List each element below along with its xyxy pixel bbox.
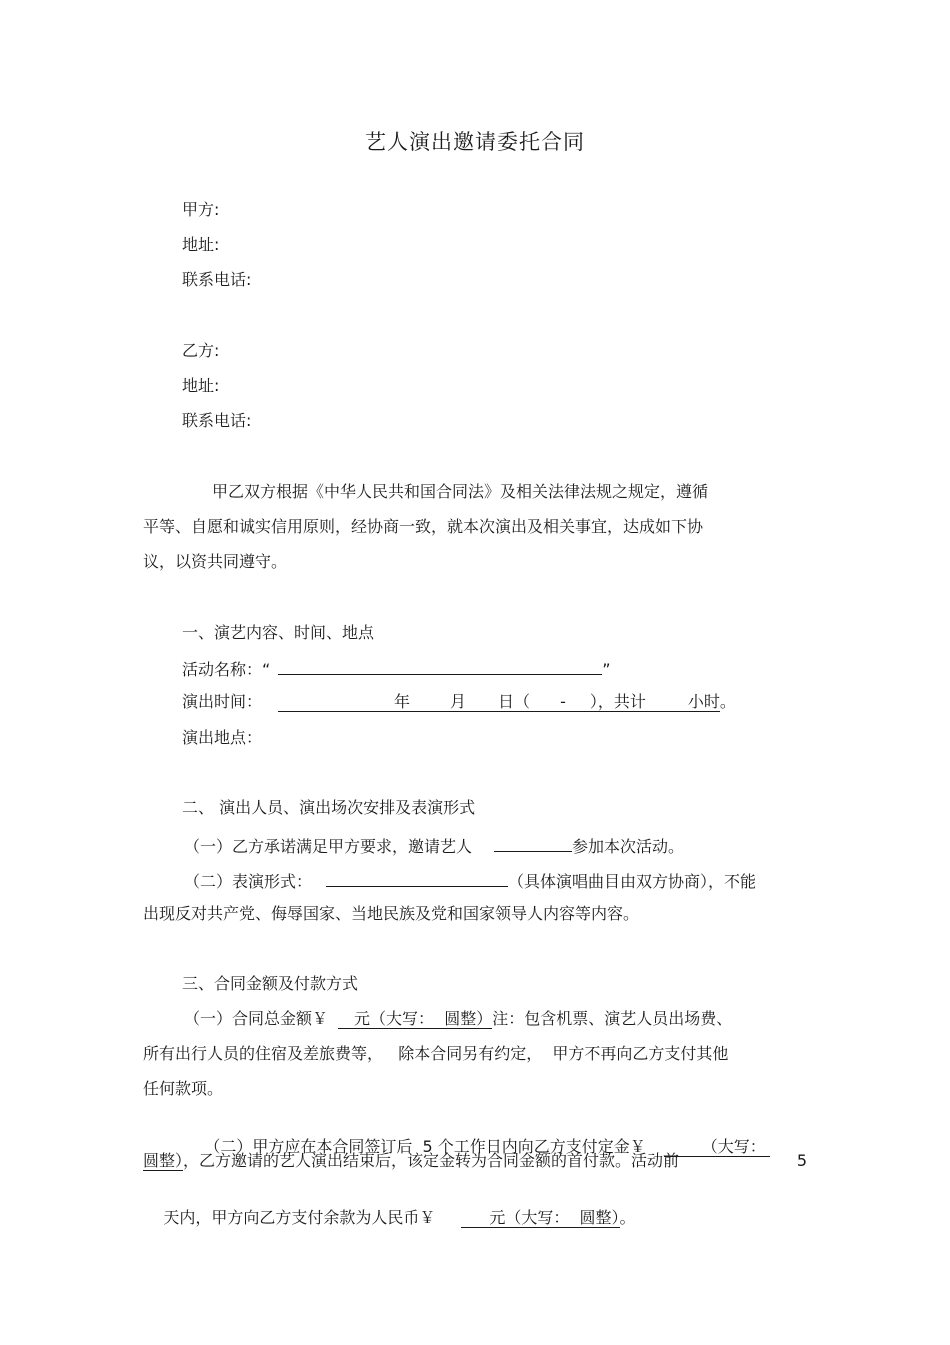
deposit-amount-blank: （大写：: [664, 1137, 770, 1157]
performance-form-blank: [326, 868, 508, 887]
performance-time-row: 演出时间： 年 月 日（ - ），共计 小时。: [182, 692, 736, 711]
activity-name-label: 活动名称：“: [182, 660, 271, 679]
party-a-label: 甲方:: [182, 200, 220, 219]
performance-time-blank: 年 月 日（ - ），共计 小时: [278, 692, 720, 712]
activity-name-blank: [278, 656, 602, 675]
section-3-item-1: （一）合同总金额￥ 元（大写： 圆整）注：包含机票、演艺人员出场费、: [184, 1009, 733, 1028]
preamble-line-1: 甲乙双方根据《中华人民共和国合同法》及相关法律法规之规定，遵循: [212, 482, 709, 501]
document-title: 艺人演出邀请委托合同: [365, 130, 585, 154]
party-a-address-label: 地址:: [182, 235, 220, 254]
section-3-item-2: （二）甲方应在本合同签订后 5 个工作日内向乙方支付定金￥ （大写：: [184, 1114, 770, 1180]
preamble-line-3: 议，以资共同遵守。: [143, 552, 288, 571]
activity-name-close-quote: ”: [602, 660, 611, 679]
balance-amount-blank: 元（大写： 圆整）: [461, 1208, 619, 1228]
party-b-label: 乙方:: [182, 341, 220, 360]
section-3-item-1-end: 任何款项。: [143, 1079, 224, 1098]
party-a-phone-label: 联系电话:: [182, 270, 252, 289]
artist-name-blank: [494, 833, 572, 852]
section-2-item-1: （一）乙方承诺满足甲方要求，邀请艺人 参加本次活动。: [184, 833, 684, 858]
section-2-heading: 二、 演出人员、演出场次安排及表演形式: [182, 798, 476, 817]
section-3-item-2-end: 天内，甲方向乙方支付余款为人民币￥ 元（大写： 圆整）。: [163, 1208, 636, 1227]
activity-name-row: [182, 656, 611, 681]
section-1-heading: 一、演艺内容、时间、地点: [182, 623, 375, 642]
total-amount-blank: 元（大写： 圆整）: [338, 1009, 492, 1029]
section-3-item-1-cont: 所有出行人员的住宿及差旅费等， 除本合同另有约定， 甲方不再向乙方支付其他: [143, 1044, 729, 1063]
venue-label: 演出地点：: [182, 728, 263, 747]
section-2-item-2: （二）表演形式： （具体演唱曲目由双方协商），不能: [184, 868, 756, 893]
section-3-item-2-cont: 圆整），乙方邀请的艺人演出结束后，该定金转为合同金额的首付款。活动前 5: [143, 1151, 807, 1170]
performance-time-label: 演出时间：: [182, 692, 263, 711]
deposit-uppercase-blank: 圆整）: [143, 1151, 184, 1170]
section-2-item-2-cont: 出现反对共产党、侮辱国家、当地民族及党和国家领导人内容等内容。: [143, 904, 640, 923]
preamble-line-2: 平等、自愿和诚实信用原则，经协商一致，就本次演出及相关事宜，达成如下协: [143, 517, 704, 536]
section-3-heading: 三、合同金额及付款方式: [182, 974, 359, 993]
party-b-phone-label: 联系电话:: [182, 411, 252, 430]
party-b-address-label: 地址:: [182, 376, 220, 395]
